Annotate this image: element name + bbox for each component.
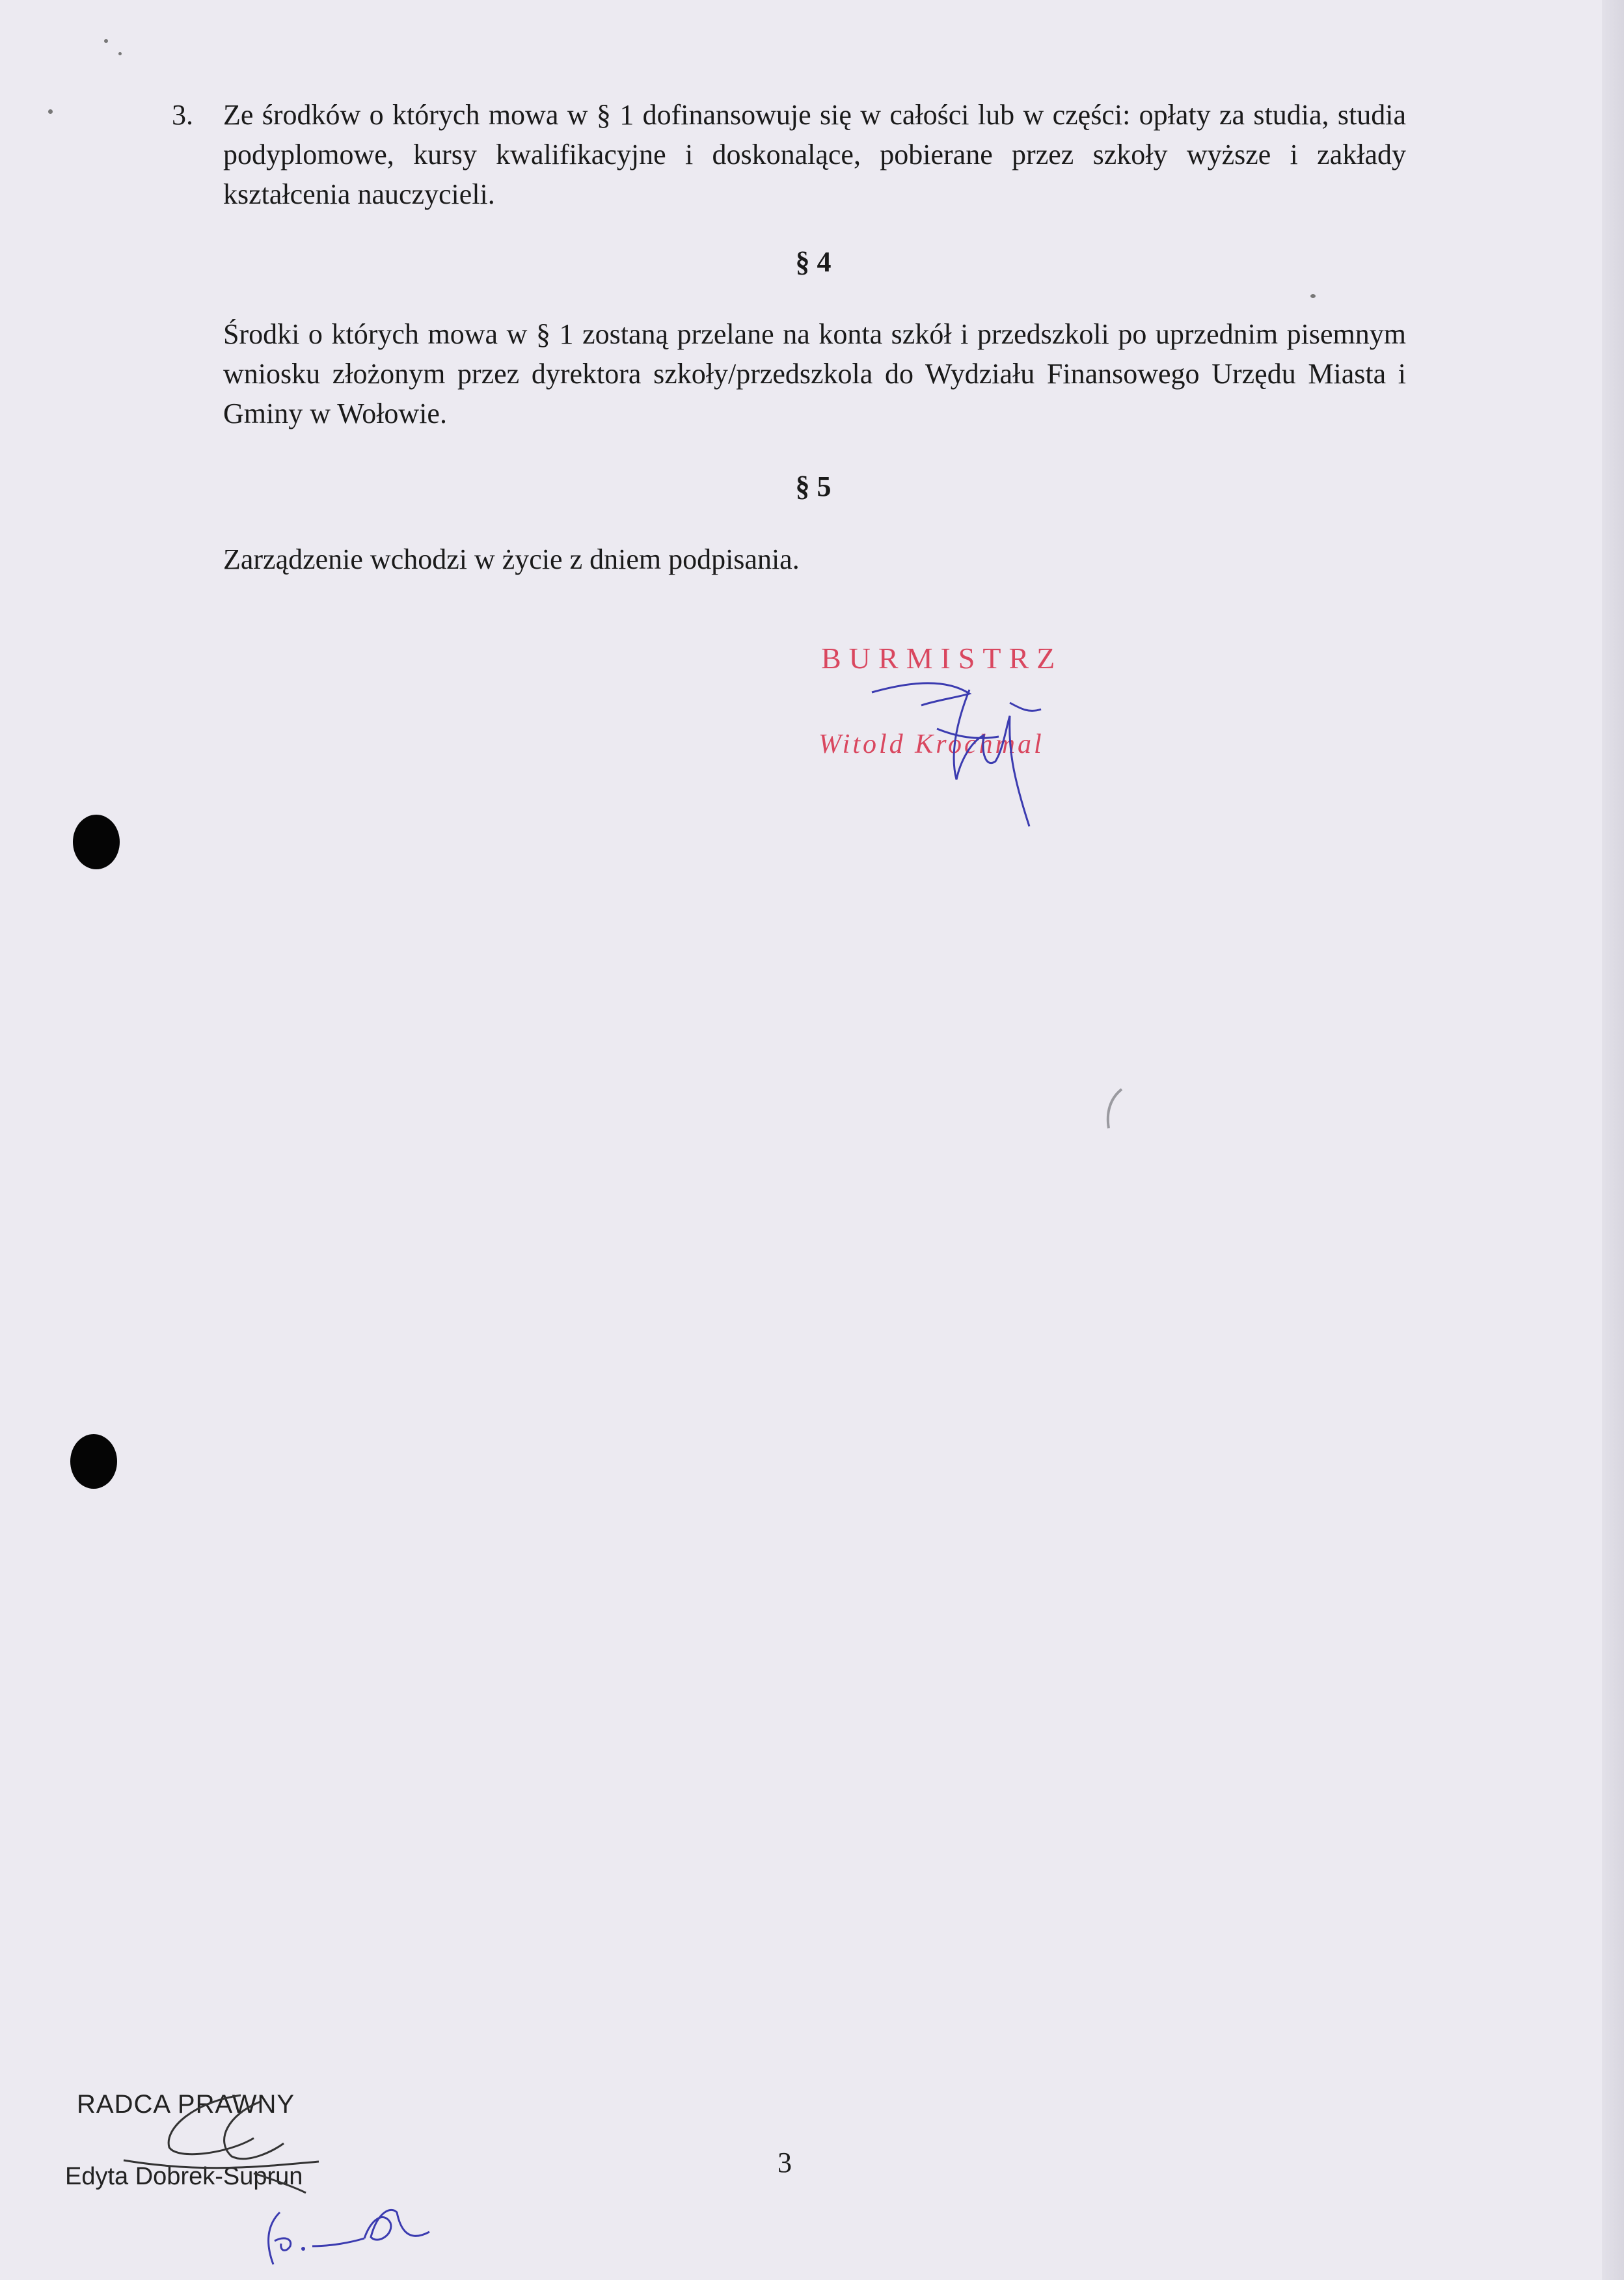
mayor-signature bbox=[859, 664, 1080, 846]
section4-paragraph: Środki o których mowa w § 1 zostaną przelane na konta szkół i przedszkoli po uprzednim pisemnym wniosku złożonym przez dyrektora szkoły/przedszkola do Wydziału Finansowego Urzędu Miasta i Gminy w Wołowie. bbox=[223, 318, 1406, 429]
page-number: 3 bbox=[778, 2147, 792, 2178]
scan-speck bbox=[48, 109, 53, 114]
section5-paragraph: Zarządzenie wchodzi w życie z dniem podpisania. bbox=[223, 543, 800, 575]
punch-hole bbox=[73, 815, 120, 869]
page-edge-shadow bbox=[1602, 0, 1624, 2280]
scan-speck bbox=[1310, 294, 1316, 298]
punch-hole bbox=[70, 1434, 117, 1489]
scan-speck bbox=[118, 52, 122, 55]
scan-mark bbox=[1100, 1087, 1126, 1132]
item-number: 3. bbox=[172, 99, 193, 131]
mayor-stamp-name: Witold Krochmal bbox=[819, 729, 1044, 759]
legal-counsel-signature bbox=[104, 2076, 442, 2277]
item3-paragraph: Ze środków o których mowa w § 1 dofinansowuje się w całości lub w części: opłaty za studia, studia podyplomowe, kursy kwalifikacyjne i doskonalące, pobierane przez szkoły wyższe i zakłady kształcenia nauczycieli. bbox=[223, 99, 1406, 210]
mayor-stamp-title: BURMISTRZ bbox=[821, 642, 1063, 675]
legal-counsel-name: Edyta Dobrek-Suprun bbox=[65, 2163, 303, 2190]
legal-counsel-title: RADCA PRAWNY bbox=[77, 2090, 295, 2119]
section4-heading: § 4 bbox=[795, 246, 832, 278]
scan-speck bbox=[104, 39, 108, 43]
section5-heading: § 5 bbox=[795, 470, 832, 502]
